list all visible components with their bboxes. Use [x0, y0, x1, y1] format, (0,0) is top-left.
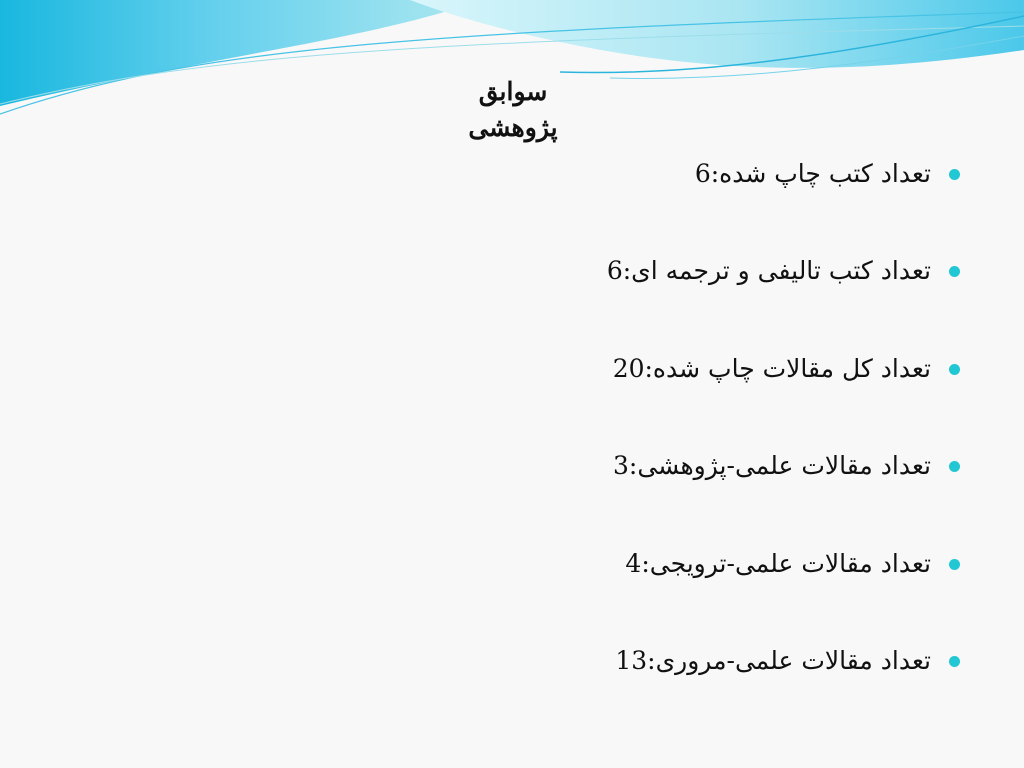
- bullet-icon: [949, 656, 960, 667]
- research-summary-list: [200, 154, 960, 738]
- bullet-icon: [949, 461, 960, 472]
- slide-title-container: [0, 74, 1024, 142]
- list-item: [200, 446, 960, 543]
- list-item: [200, 544, 960, 641]
- list-item-text: تعداد مقالات علمی-ترویجی:4: [625, 548, 931, 578]
- slide-title: سوابق پژوهشی: [468, 77, 558, 142]
- list-item-text: تعداد مقالات علمی-مروری:13: [615, 645, 931, 675]
- list-item-text: تعداد کل مقالات چاپ شده:20: [612, 353, 931, 383]
- bullet-icon: [949, 266, 960, 277]
- list-item: [200, 641, 960, 738]
- list-item: [200, 251, 960, 348]
- bullet-icon: [949, 364, 960, 375]
- bullet-icon: [949, 169, 960, 180]
- list-item-text: تعداد مقالات علمی-پژوهشی:3: [613, 451, 931, 481]
- list-item-text: تعداد کتب چاپ شده:6: [694, 159, 931, 188]
- list-item: [200, 154, 960, 251]
- list-item: [200, 349, 960, 446]
- bullet-icon: [949, 559, 960, 570]
- list-item-text: تعداد کتب تالیفی و ترجمه ای:6: [606, 256, 931, 286]
